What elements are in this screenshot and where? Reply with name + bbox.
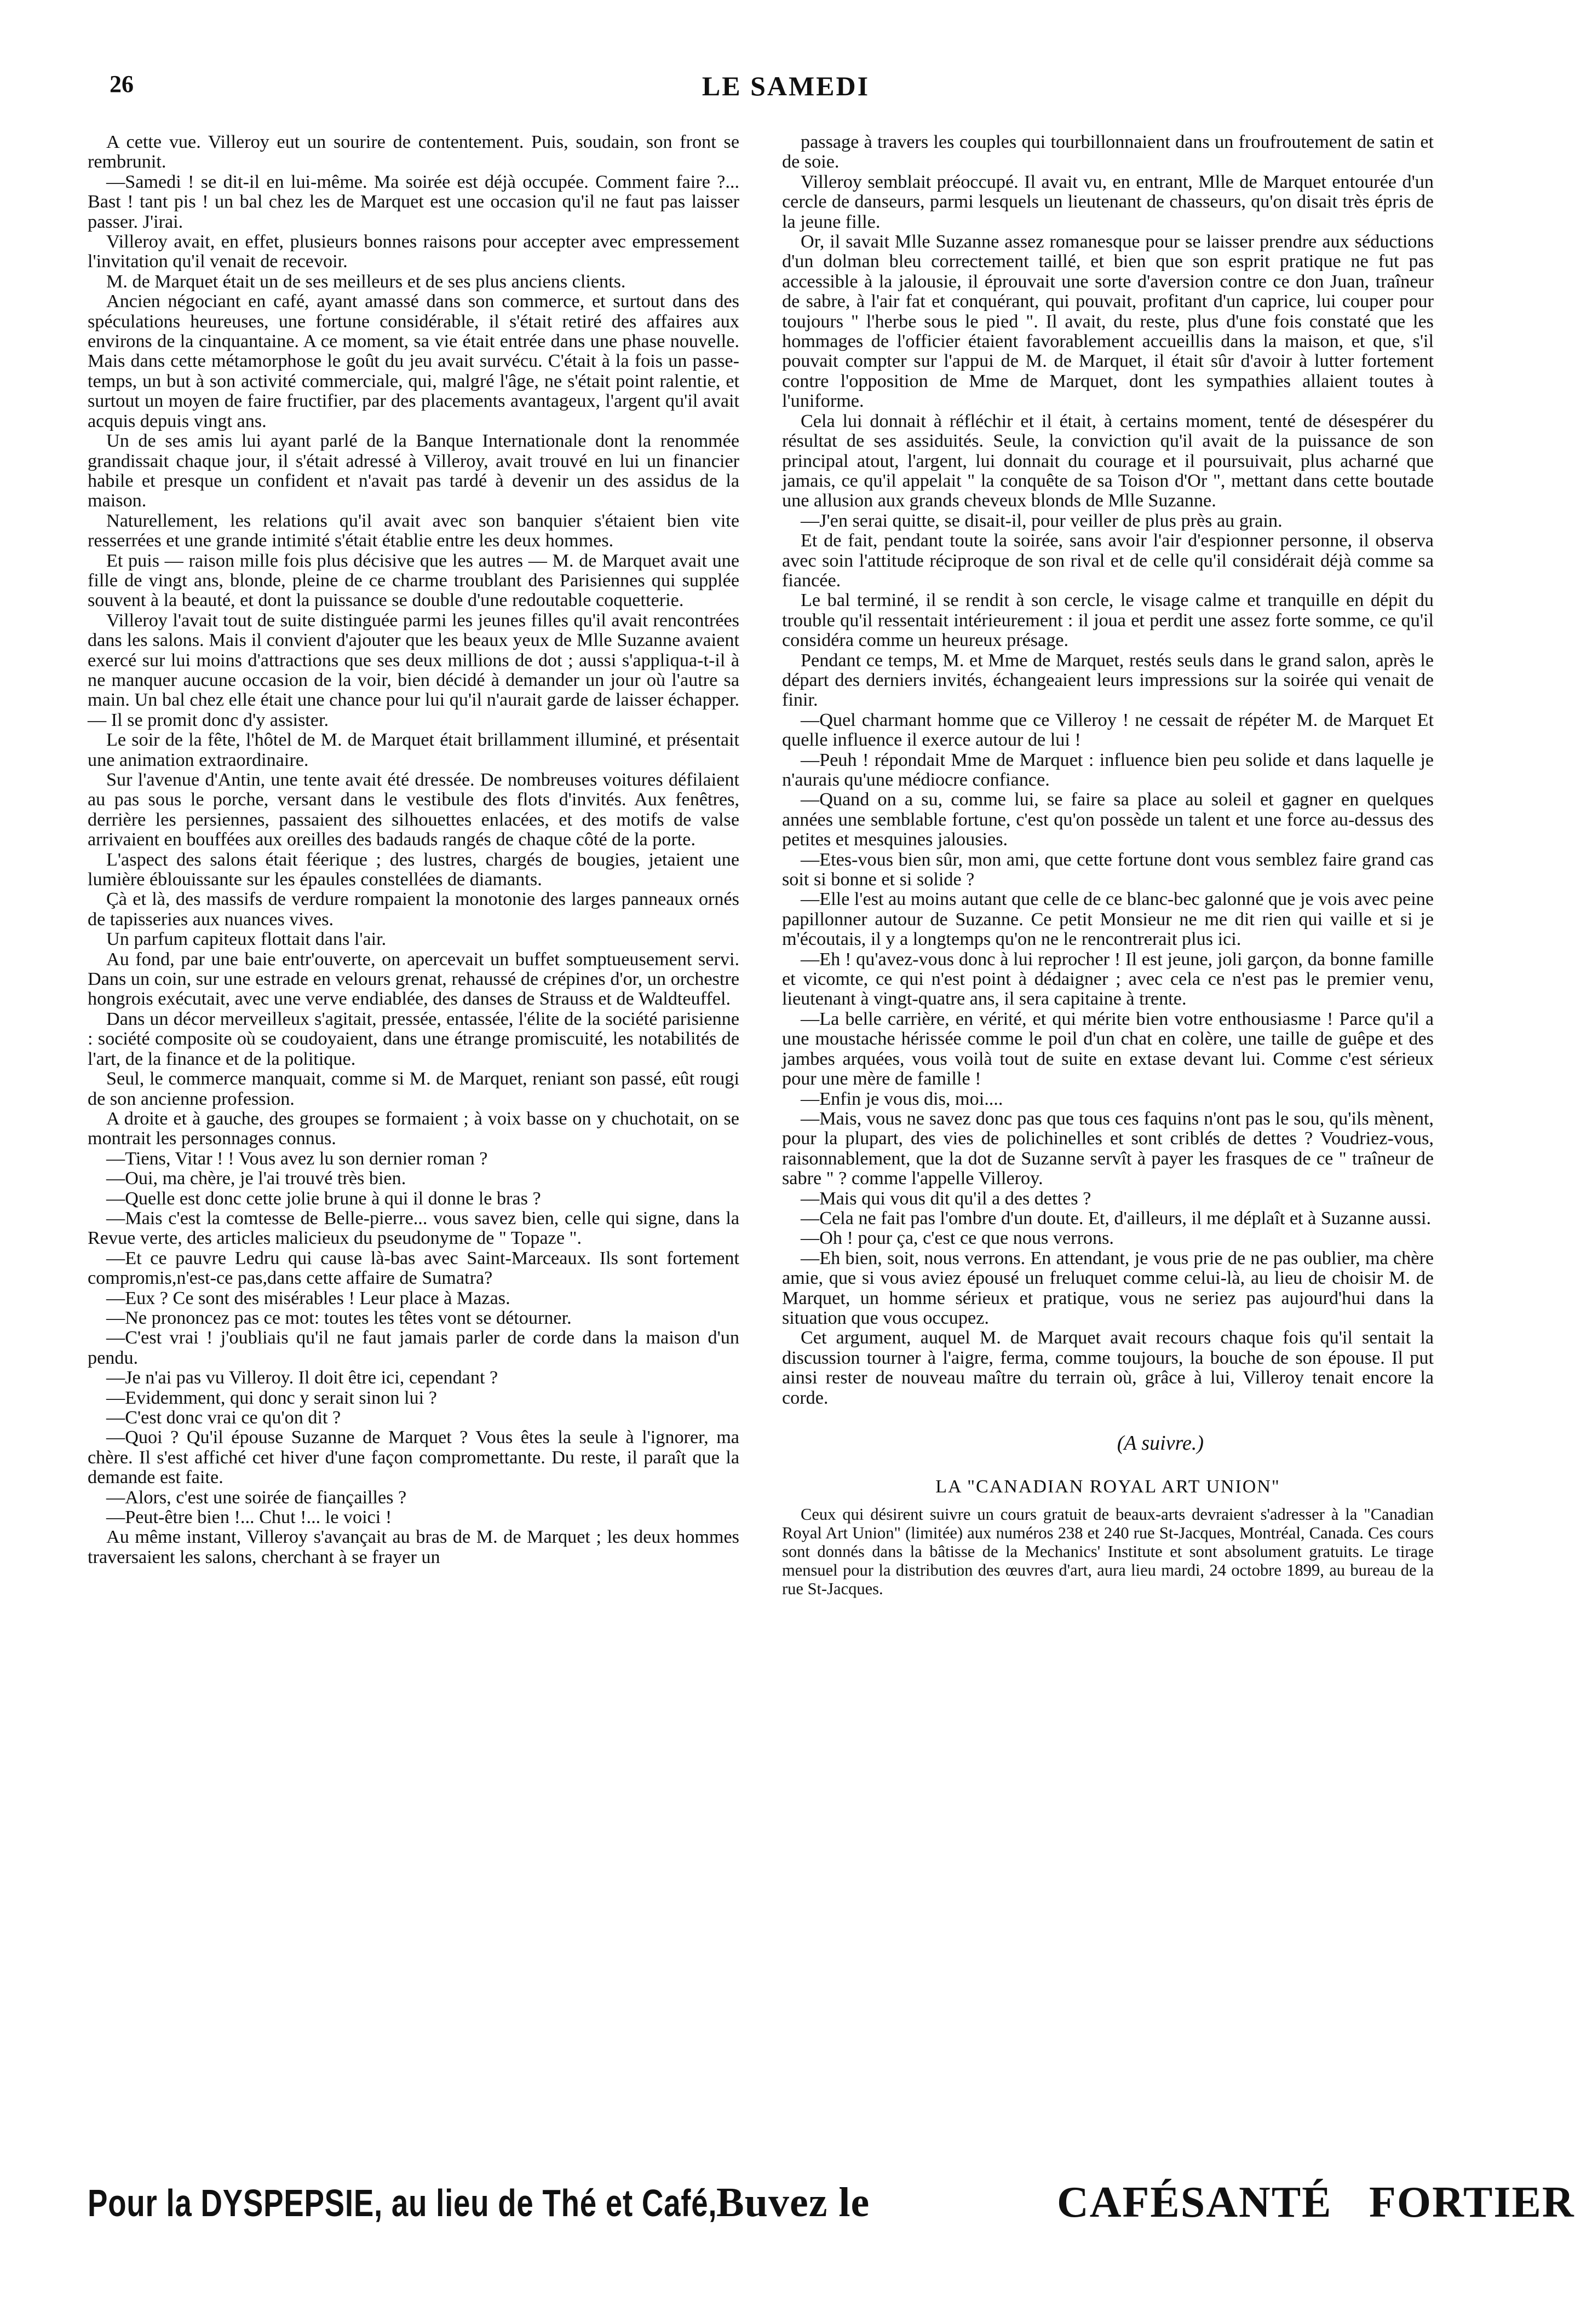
paragraph: Çà et là, des massifs de verdure rompaient la monotonie des larges panneaux ornés de tapisseries aux nuances vives. (88, 889, 739, 930)
paragraph: —J'en serai quitte, se disait-il, pour veiller de plus près au grain. (801, 510, 1283, 531)
paragraph: Un de ses amis lui ayant parlé de la Banque Internationale dont la renommée grandissait chaque jour, il s'était adressé à Villeroy, avait trouvé en lui un financier habile et presque un confident et n'avait pas tardé à devenir un des assidus de la maison. (88, 431, 739, 511)
paragraph: —C'est vrai ! j'oubliais qu'il ne faut jamais parler de corde dans la maison d'un pendu. (88, 1328, 739, 1368)
paragraph: —Je n'ai pas vu Villeroy. Il doit être ici, cependant ? (106, 1368, 498, 1388)
paragraph: —Quel charmant homme que ce Villeroy ! ne cessait de répéter M. de Marquet Et quelle influence il exerce autour de lui ! (782, 710, 1434, 751)
notice-body: Ceux qui désirent suivre un cours gratuit de beaux-arts devraient s'adresser à la "Canadian Royal Art Union" (limitée) aux numéros 238 et 240 rue St-Jacques, Montréal, Canada. Ces cours sont donnés dans la bâtisse de la Mechanics' Institute et sont absolument gratuits. Le tirage mensuel pour la distribution des œuvres d'art, aura lieu mardi, 24 octobre 1899, au bureau de la rue St-Jacques. (782, 1504, 1434, 1598)
paragraph: —Quoi ? Qu'il épouse Suzanne de Marquet ? Vous êtes la seule à l'ignorer, ma chère. Il s'est affiché cet hiver d'une façon compromettante. Du reste, il paraît que la demande est faite. (88, 1427, 739, 1488)
paragraph: passage à travers les couples qui tourbillonnaient dans un froufroutement de satin et de soie. (782, 132, 1434, 172)
paragraph: A cette vue. Villeroy eut un sourire de contentement. Puis, soudain, son front se rembrunit. (88, 132, 739, 172)
paragraph: Sur l'avenue d'Antin, une tente avait été dressée. De nombreuses voitures défilaient au pas sous le porche, versant dans le vestibule des flots d'invités. Aux fenêtres, derrière les persiennes, passaient des silhouettes enlacées, et des motifs de valse arrivaient en bouffées aux oreilles des badauds rangés de chaque côté de la porte. (88, 770, 739, 850)
ad-brand-name: CAFÉSANTÉ (1057, 2178, 1332, 2227)
paragraph: —Evidemment, qui donc y serait sinon lui ? (106, 1387, 437, 1408)
paragraph: Le bal terminé, il se rendit à son cercle, le visage calme et tranquille en dépit du trouble qu'il ressentait intérieurement : il joua et perdit une assez forte somme, ce qu'il considéra comme un heureux présage. (782, 590, 1434, 651)
ad-buvez-text: Buvez le (716, 2179, 870, 2225)
paragraph: Cet argument, auquel M. de Marquet avait recours chaque fois qu'il sentait la discussion tourner à l'aigre, ferma, comme toujours, la bouche de son épouse. Il put ainsi rester de nouveau maître du terrain où, grâce à lui, Villeroy tenait encore la corde. (782, 1328, 1434, 1408)
paragraph: —Mais, vous ne savez donc pas que tous ces faquins n'ont pas le sou, qu'ils mènent, pour la plupart, des vies de polichinelles et sont criblés de dettes ? Voudriez-vous, raisonnablement, que la dot de Suzanne servît à payer les frasques de ce " traîneur de sabre " ? comme l'appelle Villeroy. (782, 1108, 1434, 1189)
paragraph: Ancien négociant en café, ayant amassé dans son commerce, et surtout dans des spéculations heureuses, une fortune considérable, il s'était retiré des affaires aux environs de la cinquantaine. A ce moment, sa vie était entrée dans une phase nouvelle. Mais dans cette métamorphose le goût du jeu avait survécu. C'était à la fois un passe-temps, un but à son activité commerciale, qui, malgré l'âge, ne s'était point ralentie, et surtout un moyen de faire fructifier, par des placements avantageux, l'argent qu'il avait acquis depuis vingt ans. (88, 291, 739, 431)
paragraph: Et de fait, pendant toute la soirée, sans avoir l'air d'espionner personne, il observa avec soin l'attitude réciproque de son rival et de celle qu'il considérait déjà comme sa fiancée. (782, 530, 1434, 591)
paragraph: —Quelle est donc cette jolie brune à qui il donne le bras ? (106, 1188, 541, 1209)
paragraph: Pendant ce temps, M. et Mme de Marquet, restés seuls dans le grand salon, après le départ des derniers invités, échangeaient leurs impressions sur la soirée qui venait de finir. (782, 650, 1434, 711)
paragraph: —La belle carrière, en vérité, et qui mérite bien votre enthousiasme ! Parce qu'il a une moustache hérissée comme le poil d'un chat en colère, une taille de guêpe et des jambes arquées, vous voilà tout de suite en extase devant lui. Comme c'est sérieux pour une mère de famille ! (782, 1008, 1434, 1089)
paragraph: —Oui, ma chère, je l'ai trouvé très bien. (106, 1168, 406, 1189)
paragraph: A droite et à gauche, des groupes se formaient ; à voix basse on y chuchotait, on se montrait les personnages connus. (88, 1108, 739, 1149)
paragraph: L'aspect des salons était féerique ; des lustres, chargés de bougies, jetaient une lumière éblouissante sur les épaules constellées de diamants. (88, 849, 739, 890)
paragraph: —Peut-être bien !... Chut !... le voici ! (106, 1507, 392, 1528)
paragraph: Le soir de la fête, l'hôtel de M. de Marquet était brillamment illuminé, et présentait une animation extraordinaire. (88, 730, 739, 770)
paragraph: Villeroy l'avait tout de suite distinguée parmi les jeunes filles qu'il avait rencontrées dans les salons. Mais il convient d'ajouter que les beaux yeux de Mlle Suzanne avaient exercé sur lui moins d'attractions que ses deux millions de dot ; aussi s'appliqua-t-il à ne manquer aucune occasion de la voir, bien décidé à demander un jour où l'autre sa main. Un bal chez elle était une chance pour lui qu'il n'aurait garde de laisser échapper. — Il se promit donc d'y assister. (88, 610, 739, 730)
paragraph: —Etes-vous bien sûr, mon ami, que cette fortune dont vous semblez faire grand cas soit si bonne et si solide ? (782, 849, 1434, 890)
page-number: 26 (110, 71, 134, 97)
paragraph: —Tiens, Vitar ! ! Vous avez lu son dernier roman ? (106, 1148, 488, 1169)
paragraph: M. de Marquet était un de ses meilleurs et de ses plus anciens clients. (106, 271, 626, 292)
paragraph: Or, il savait Mlle Suzanne assez romanesque pour se laisser prendre aux séductions d'un dolman bleu correctement taillé, et bien que son esprit pratique ne fut pas accessible à la jalousie, il éprouvait une sorte d'aversion contre ce don Juan, traîneur de sabre, à l'air fat et conquérant, qui pouvait, profitant d'un caprice, lui couper pour toujours " l'herbe sous le pied ". Il avait, du reste, plus d'une fois constaté que les hommages de l'officier étaient favorablement accueillis dans la maison, et que, s'il pouvait compter sur l'appui de M. de Marquet, il était sûr d'avoir à lutter fortement contre l'opposition de Mme de Marquet, dont les sympathies allaient toutes à l'uniforme. (782, 232, 1434, 412)
left-column (88, 132, 739, 2158)
paragraph: —Eh ! qu'avez-vous donc à lui reprocher ! Il est jeune, joli garçon, da bonne famille et vicomte, ce qui n'est point à dédaigner ; avec cela ce n'est pas le premier venu, lieutenant à vingt-quatre ans, il sera capitaine à trente. (782, 949, 1434, 1010)
paragraph: —Et ce pauvre Ledru qui cause là-bas avec Saint-Marceaux. Ils sont fortement compromis,n'est-ce pas,dans cette affaire de Sumatra? (88, 1248, 739, 1289)
paragraph: —Ne prononcez pas ce mot: toutes les têtes vont se détourner. (106, 1307, 572, 1328)
paragraph: —Elle l'est au moins autant que celle de ce blanc-bec galonné que je vois avec peine papillonner autour de Suzanne. Ce petit Monsieur ne me dit rien qui vaille et si je m'écoutais, il y a longtemps qu'on ne le rencontrerait plus ici. (782, 889, 1434, 950)
advertisement-banner (88, 2178, 1575, 2241)
paragraph: Cela lui donnait à réfléchir et il était, à certains moment, tenté de désespérer du résultat de ses assiduités. Seule, la conviction qu'il avait de la puissance de son principal atout, l'argent, lui donnait du courage et il poursuivait, plus acharné que jamais, ce qu'il appelait " la conquête de sa Toison d'Or ", mettant dans cette boutade une allusion aux grands cheveux blonds de Mlle Suzanne. (782, 411, 1434, 511)
to-be-continued: (A suivre.) (1117, 1432, 1204, 1455)
notice-title: LA "CANADIAN ROYAL ART UNION" (935, 1477, 1280, 1497)
ad-dyspepsie-text: Pour la DYSPEPSIE, au lieu de Thé et Café, (88, 2182, 717, 2224)
paragraph: —Enfin je vous dis, moi.... (801, 1088, 1003, 1109)
paragraph: —Samedi ! se dit-il en lui-même. Ma soirée est déjà occupée. Comment faire ?... Bast ! tant pis ! un bal chez les de Marquet est une occasion qu'il ne faut pas laisser passer. J'irai. (88, 171, 739, 232)
paragraph: —Quand on a su, comme lui, se faire sa place au soleil et gagner en quelques années une semblable fortune, c'est qu'on possède un talent et une force au-dessus des petites et mesquines jalousies. (782, 789, 1434, 850)
paragraph: —Peuh ! répondait Mme de Marquet : influence bien peu solide et dans laquelle je n'aurais qu'une médiocre confiance. (782, 749, 1434, 790)
paragraph: Seul, le commerce manquait, comme si M. de Marquet, reniant son passé, eût rougi de son ancienne profession. (88, 1069, 739, 1109)
ad-brand-surname: FORTIER (1369, 2178, 1575, 2227)
paragraph: Villeroy avait, en effet, plusieurs bonnes raisons pour accepter avec empressement l'invitation qu'il venait de recevoir. (88, 232, 739, 272)
paragraph: Villeroy semblait préoccupé. Il avait vu, en entrant, Mlle de Marquet entourée d'un cercle de danseurs, parmi lesquels un lieutenant de chasseurs, qu'on disait très épris de la jeune fille. (782, 171, 1434, 232)
paragraph: —Eux ? Ce sont des misérables ! Leur place à Mazas. (106, 1288, 510, 1308)
paragraph: Dans un décor merveilleux s'agitait, pressée, entassée, l'élite de la société parisienne : société composite où se coudoyaient, dans une étrange promiscuité, les notabilités de l'art, de la finance et de la politique. (88, 1008, 739, 1069)
paragraph: Au même instant, Villeroy s'avançait au bras de M. de Marquet ; les deux hommes traversaient les salons, cherchant à se frayer un (88, 1527, 739, 1567)
paragraph: —Eh bien, soit, nous verrons. En attendant, je vous prie de ne pas oublier, ma chère amie, que si vous aviez épousé un freluquet comme celui-là, au lieu de choisir M. de Marquet, un homme sérieux et pratique, vous ne seriez pas aujourd'hui dans la situation que vous occupez. (782, 1248, 1434, 1328)
paragraph: —Alors, c'est une soirée de fiançailles ? (106, 1487, 407, 1508)
paragraph: —Oh ! pour ça, c'est ce que nous verrons. (801, 1228, 1114, 1249)
paragraph: Un parfum capiteux flottait dans l'air. (106, 929, 387, 950)
paragraph: —Mais c'est la comtesse de Belle-pierre... vous savez bien, celle qui signe, dans la Revue verte, des articles malicieux du pseudonyme de " Topaze ". (88, 1208, 739, 1249)
paragraph: —Mais qui vous dit qu'il a des dettes ? (801, 1188, 1091, 1209)
paragraph: —C'est donc vrai ce qu'on dit ? (106, 1408, 341, 1428)
paragraph: —Cela ne fait pas l'ombre d'un doute. Et, d'ailleurs, il me déplaît et à Suzanne aussi. (801, 1208, 1432, 1229)
page-header (110, 70, 1462, 130)
journal-title: LE SAMEDI (702, 71, 870, 101)
paragraph: Au fond, par une baie entr'ouverte, on apercevait un buffet somptueusement servi. Dans un coin, sur une estrade en velours grenat, rehaussé de crépines d'or, un orchestre hongrois exécutait, avec une verve endiablée, des danses de Strauss et de Waldteuffel. (88, 949, 739, 1010)
paragraph: Et puis — raison mille fois plus décisive que les autres — M. de Marquet avait une fille de vingt ans, blonde, pleine de ce charme troublant des Parisiennes qui supplée souvent à la beauté, et dont la puissance se double d'une redoutable coquetterie. (88, 550, 739, 611)
right-column (782, 132, 1434, 2158)
paragraph: Naturellement, les relations qu'il avait avec son banquier s'étaient bien vite resserrées et une grande intimité s'était établie entre les deux hommes. (88, 510, 739, 551)
